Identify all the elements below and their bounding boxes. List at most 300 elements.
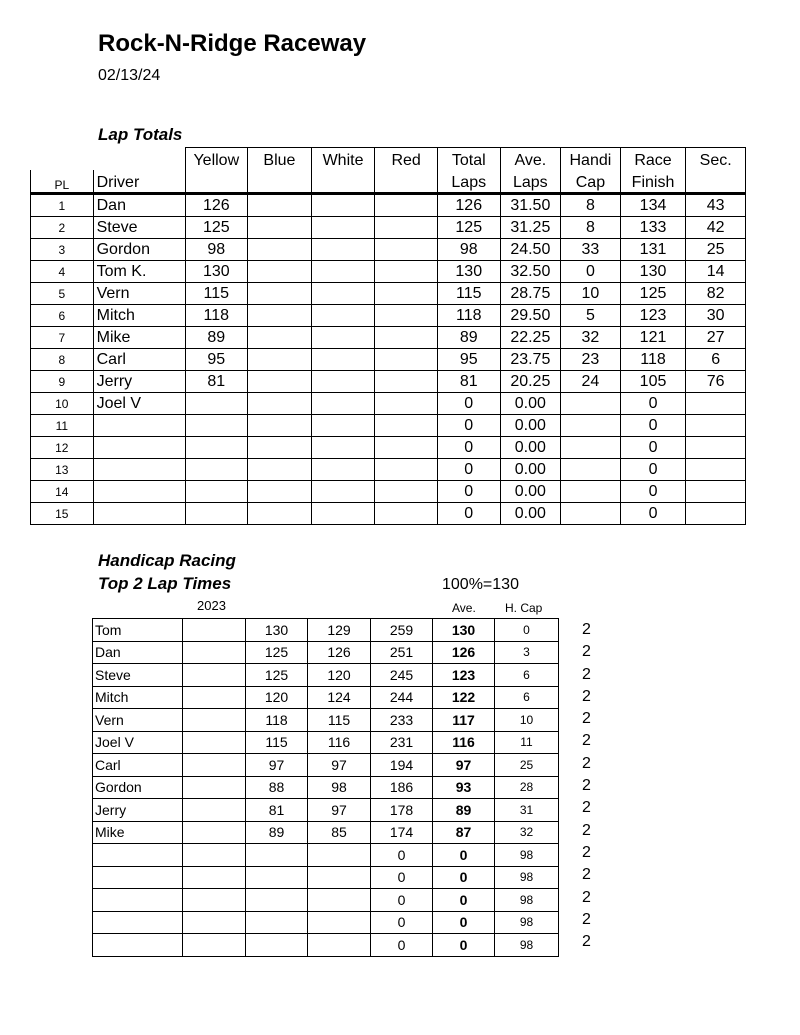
cell-sec: 43 (686, 194, 746, 217)
cell-yellow: 115 (185, 283, 248, 305)
cell-hcap: 98 (495, 889, 559, 912)
cell-sum: 231 (371, 731, 433, 754)
cell-yellow: 98 (185, 239, 248, 261)
page-title: Rock-N-Ridge Raceway (98, 30, 367, 57)
cell-driver: Gordon (93, 776, 183, 799)
cell-total: 0 (437, 437, 500, 459)
cell-driver: Gordon (93, 239, 185, 261)
cell-race: 0 (620, 415, 686, 437)
cell-lap-1: 130 (246, 619, 308, 642)
cell-sec: 27 (686, 327, 746, 349)
cell-year-2023 (183, 844, 246, 867)
cell-lap-1 (246, 911, 308, 934)
cell-handi: 8 (561, 217, 621, 239)
table-row (31, 371, 746, 393)
cell-year-2023 (183, 889, 246, 912)
cell-sum: 251 (371, 641, 433, 664)
table-row (93, 754, 559, 777)
cell-lap-2 (308, 844, 371, 867)
cell-driver: Jerry (93, 371, 185, 393)
cell-handi: 32 (561, 327, 621, 349)
cell-pl: 6 (31, 305, 94, 327)
cell-total: 115 (437, 283, 500, 305)
cell-blue (248, 194, 312, 217)
cell-pl: 10 (31, 393, 94, 415)
cell-blue (248, 481, 312, 503)
cell-race: 0 (620, 437, 686, 459)
col-white: White (311, 148, 375, 171)
cell-pl: 12 (31, 437, 94, 459)
col-blue: Blue (248, 148, 312, 171)
handicap-count: 2 (582, 843, 591, 861)
cell-lap-2: 85 (308, 821, 371, 844)
cell-race: 131 (620, 239, 686, 261)
cell-blue (248, 283, 312, 305)
cell-driver: Joel V (93, 393, 185, 415)
cell-hcap: 3 (495, 641, 559, 664)
cell-hcap: 31 (495, 799, 559, 822)
cell-yellow: 126 (185, 194, 248, 217)
table-row (93, 844, 559, 867)
cell-race: 105 (620, 371, 686, 393)
cell-year-2023 (183, 731, 246, 754)
table-row (31, 393, 746, 415)
cell-ave: 0.00 (500, 481, 561, 503)
cell-total: 81 (437, 371, 500, 393)
cell-red (375, 283, 438, 305)
cell-ave: 123 (433, 664, 495, 687)
cell-driver: Dan (93, 641, 183, 664)
cell-driver: Dan (93, 194, 185, 217)
handicap-count: 2 (582, 710, 591, 728)
handicap-count: 2 (582, 687, 591, 705)
cell-ave: 89 (433, 799, 495, 822)
cell-driver: Steve (93, 217, 185, 239)
cell-sum: 233 (371, 709, 433, 732)
cell-driver (93, 844, 183, 867)
lap-header-row-bottom (31, 170, 746, 194)
cell-yellow (185, 415, 248, 437)
cell-pl: 2 (31, 217, 94, 239)
cell-yellow: 125 (185, 217, 248, 239)
lap-totals-heading: Lap Totals (98, 125, 183, 144)
cell-sec (686, 415, 746, 437)
cell-lap-1 (246, 844, 308, 867)
cell-year-2023 (183, 641, 246, 664)
cell-blue (248, 349, 312, 371)
cell-white (311, 305, 375, 327)
cell-lap-1: 125 (246, 664, 308, 687)
cell-ave: 29.50 (500, 305, 561, 327)
cell-sum: 244 (371, 686, 433, 709)
cell-driver: Carl (93, 754, 183, 777)
cell-driver: Mitch (93, 686, 183, 709)
lap-totals-table (30, 147, 746, 525)
cell-driver: Mike (93, 327, 185, 349)
cell-ave: 0 (433, 934, 495, 957)
cell-driver: Jerry (93, 799, 183, 822)
col-handi-sub: Cap (561, 170, 621, 194)
cell-total: 0 (437, 503, 500, 525)
cell-red (375, 349, 438, 371)
cell-lap-1: 118 (246, 709, 308, 732)
col-ave: Ave. (500, 148, 561, 171)
cell-total: 126 (437, 194, 500, 217)
table-row (93, 866, 559, 889)
table-row (31, 217, 746, 239)
cell-ave: 0.00 (500, 437, 561, 459)
cell-white (311, 503, 375, 525)
cell-sum: 245 (371, 664, 433, 687)
cell-sec (686, 481, 746, 503)
table-row (93, 619, 559, 642)
table-row (93, 889, 559, 912)
cell-hcap: 98 (495, 844, 559, 867)
cell-blue (248, 261, 312, 283)
cell-ave: 24.50 (500, 239, 561, 261)
cell-hcap: 6 (495, 686, 559, 709)
cell-driver: Joel V (93, 731, 183, 754)
cell-driver (93, 889, 183, 912)
cell-lap-2 (308, 934, 371, 957)
cell-white (311, 261, 375, 283)
cell-lap-2: 129 (308, 619, 371, 642)
cell-total: 118 (437, 305, 500, 327)
cell-year-2023 (183, 619, 246, 642)
cell-pl: 3 (31, 239, 94, 261)
cell-ave: 0.00 (500, 393, 561, 415)
cell-hcap: 98 (495, 934, 559, 957)
cell-red (375, 459, 438, 481)
cell-lap-1: 125 (246, 641, 308, 664)
cell-red (375, 415, 438, 437)
table-row (93, 731, 559, 754)
top-two-heading: Top 2 Lap Times (98, 574, 232, 593)
cell-red (375, 393, 438, 415)
cell-ave: 0.00 (500, 503, 561, 525)
cell-driver (93, 481, 185, 503)
cell-driver: Mitch (93, 305, 185, 327)
cell-ave: 0.00 (500, 459, 561, 481)
cell-ave: 20.25 (500, 371, 561, 393)
table-row (93, 664, 559, 687)
cell-yellow: 95 (185, 349, 248, 371)
cell-race: 0 (620, 459, 686, 481)
cell-race: 125 (620, 283, 686, 305)
cell-driver: Vern (93, 709, 183, 732)
cell-white (311, 239, 375, 261)
table-row (93, 709, 559, 732)
cell-year-2023 (183, 754, 246, 777)
cell-race: 0 (620, 503, 686, 525)
cell-pl: 4 (31, 261, 94, 283)
cell-red (375, 481, 438, 503)
cell-driver: Tom (93, 619, 183, 642)
cell-sec (686, 459, 746, 481)
cell-year-2023 (183, 866, 246, 889)
handicap-count: 2 (582, 732, 591, 750)
cell-driver: Steve (93, 664, 183, 687)
handicap-count: 2 (582, 665, 591, 683)
table-row (93, 799, 559, 822)
cell-yellow: 118 (185, 305, 248, 327)
cell-white (311, 283, 375, 305)
table-row (31, 327, 746, 349)
cell-race: 0 (620, 393, 686, 415)
cell-pl: 15 (31, 503, 94, 525)
cell-pl: 13 (31, 459, 94, 481)
cell-hcap: 10 (495, 709, 559, 732)
table-row (93, 911, 559, 934)
cell-blue (248, 393, 312, 415)
cell-handi: 23 (561, 349, 621, 371)
table-row (93, 641, 559, 664)
cell-hcap: 11 (495, 731, 559, 754)
cell-lap-1: 89 (246, 821, 308, 844)
col-red: Red (375, 148, 438, 171)
cell-red (375, 239, 438, 261)
handicap-count: 2 (582, 821, 591, 839)
handicap-count: 2 (582, 910, 591, 928)
header-corner (31, 148, 186, 171)
cell-lap-2: 124 (308, 686, 371, 709)
cell-ave: 31.50 (500, 194, 561, 217)
cell-handi: 0 (561, 261, 621, 283)
cell-total: 89 (437, 327, 500, 349)
cell-pl: 9 (31, 371, 94, 393)
cell-hcap: 25 (495, 754, 559, 777)
cell-ave: 93 (433, 776, 495, 799)
col-total-sub: Laps (437, 170, 500, 194)
cell-sec: 76 (686, 371, 746, 393)
cell-driver (93, 911, 183, 934)
cell-lap-2: 120 (308, 664, 371, 687)
ave-label: Ave. (452, 601, 476, 615)
hcap-label: H. Cap (505, 601, 543, 615)
handicap-count: 2 (582, 933, 591, 951)
col-ave-sub: Laps (500, 170, 561, 194)
header-blank (248, 170, 312, 194)
cell-blue (248, 305, 312, 327)
lap-header-row-top (31, 148, 746, 171)
cell-ave: 0.00 (500, 415, 561, 437)
cell-yellow (185, 393, 248, 415)
cell-lap-1 (246, 866, 308, 889)
cell-lap-1: 88 (246, 776, 308, 799)
cell-handi (561, 459, 621, 481)
cell-pl: 1 (31, 194, 94, 217)
cell-lap-2 (308, 866, 371, 889)
cell-white (311, 393, 375, 415)
cell-sec (686, 503, 746, 525)
cell-handi: 33 (561, 239, 621, 261)
cell-year-2023 (183, 776, 246, 799)
header-blank (185, 170, 248, 194)
cell-sec: 30 (686, 305, 746, 327)
cell-sec (686, 393, 746, 415)
cell-blue (248, 503, 312, 525)
cell-ave: 23.75 (500, 349, 561, 371)
cell-lap-2: 126 (308, 641, 371, 664)
handicap-count: 2 (582, 866, 591, 884)
cell-total: 130 (437, 261, 500, 283)
table-row (31, 283, 746, 305)
cell-lap-1: 115 (246, 731, 308, 754)
handicap-count: 2 (582, 621, 591, 638)
cell-blue (248, 415, 312, 437)
cell-handi: 8 (561, 194, 621, 217)
cell-white (311, 459, 375, 481)
cell-hcap: 6 (495, 664, 559, 687)
cell-blue (248, 437, 312, 459)
handicap-heading: Handicap Racing (98, 551, 236, 570)
cell-sum: 186 (371, 776, 433, 799)
cell-sum: 0 (371, 911, 433, 934)
cell-handi (561, 393, 621, 415)
cell-sec: 82 (686, 283, 746, 305)
cell-red (375, 327, 438, 349)
handicap-count-column (582, 619, 591, 953)
cell-ave: 32.50 (500, 261, 561, 283)
race-date: 02/13/24 (98, 67, 161, 84)
cell-driver (93, 459, 185, 481)
cell-ave: 28.75 (500, 283, 561, 305)
cell-pl: 7 (31, 327, 94, 349)
cell-year-2023 (183, 934, 246, 957)
handicap-count: 2 (582, 754, 591, 772)
cell-race: 121 (620, 327, 686, 349)
cell-white (311, 415, 375, 437)
cell-red (375, 305, 438, 327)
col-yellow: Yellow (185, 148, 248, 171)
cell-ave: 0 (433, 866, 495, 889)
table-row (93, 821, 559, 844)
cell-race: 123 (620, 305, 686, 327)
table-row (93, 776, 559, 799)
cell-red (375, 437, 438, 459)
table-row (31, 503, 746, 525)
table-row (31, 415, 746, 437)
cell-year-2023 (183, 799, 246, 822)
cell-blue (248, 217, 312, 239)
cell-lap-1 (246, 889, 308, 912)
cell-sum: 0 (371, 889, 433, 912)
cell-white (311, 217, 375, 239)
table-row (31, 437, 746, 459)
cell-sec: 25 (686, 239, 746, 261)
cell-hcap: 98 (495, 911, 559, 934)
cell-pl: 8 (31, 349, 94, 371)
cell-yellow (185, 503, 248, 525)
cell-total: 95 (437, 349, 500, 371)
cell-handi (561, 503, 621, 525)
col-race: Race (620, 148, 686, 171)
table-row (93, 686, 559, 709)
cell-lap-2 (308, 911, 371, 934)
cell-race: 130 (620, 261, 686, 283)
cell-ave: 0 (433, 844, 495, 867)
table-row (31, 459, 746, 481)
cell-driver: Carl (93, 349, 185, 371)
cell-driver (93, 503, 185, 525)
cell-sum: 194 (371, 754, 433, 777)
handicap-count: 2 (582, 643, 591, 661)
cell-white (311, 437, 375, 459)
cell-year-2023 (183, 911, 246, 934)
cell-ave: 117 (433, 709, 495, 732)
cell-ave: 97 (433, 754, 495, 777)
cell-driver (93, 415, 185, 437)
cell-ave: 0 (433, 911, 495, 934)
col-sec: Sec. (686, 148, 746, 171)
cell-ave: 87 (433, 821, 495, 844)
cell-hcap: 0 (495, 619, 559, 642)
cell-sec: 14 (686, 261, 746, 283)
cell-lap-2: 98 (308, 776, 371, 799)
cell-sec: 42 (686, 217, 746, 239)
col-driver: Driver (93, 170, 185, 194)
cell-white (311, 327, 375, 349)
cell-year-2023 (183, 686, 246, 709)
cell-sum: 0 (371, 866, 433, 889)
cell-white (311, 194, 375, 217)
cell-lap-1: 97 (246, 754, 308, 777)
cell-blue (248, 239, 312, 261)
cell-pl: 5 (31, 283, 94, 305)
cell-driver: Mike (93, 821, 183, 844)
cell-yellow (185, 459, 248, 481)
col-handi: Handi (561, 148, 621, 171)
cell-pl: 14 (31, 481, 94, 503)
cell-red (375, 503, 438, 525)
cell-yellow: 130 (185, 261, 248, 283)
header-blank (311, 170, 375, 194)
table-row (31, 481, 746, 503)
cell-handi: 10 (561, 283, 621, 305)
year-label: 2023 (197, 598, 226, 613)
cell-ave: 22.25 (500, 327, 561, 349)
cell-handi (561, 481, 621, 503)
cell-total: 0 (437, 481, 500, 503)
cell-lap-2 (308, 889, 371, 912)
table-row (31, 261, 746, 283)
table-row (31, 194, 746, 217)
cell-driver (93, 437, 185, 459)
table-row (31, 305, 746, 327)
col-pl: PL (31, 170, 94, 194)
cell-hcap: 28 (495, 776, 559, 799)
cell-race: 118 (620, 349, 686, 371)
cell-lap-1: 120 (246, 686, 308, 709)
cell-ave: 122 (433, 686, 495, 709)
cell-year-2023 (183, 709, 246, 732)
table-row (31, 349, 746, 371)
cell-lap-1: 81 (246, 799, 308, 822)
cell-year-2023 (183, 821, 246, 844)
cell-ave: 31.25 (500, 217, 561, 239)
cell-race: 133 (620, 217, 686, 239)
cell-sum: 0 (371, 844, 433, 867)
cell-lap-2: 116 (308, 731, 371, 754)
cell-driver: Tom K. (93, 261, 185, 283)
cell-handi (561, 437, 621, 459)
cell-total: 0 (437, 459, 500, 481)
cell-hcap: 32 (495, 821, 559, 844)
cell-race: 134 (620, 194, 686, 217)
cell-red (375, 261, 438, 283)
cell-yellow: 81 (185, 371, 248, 393)
cell-blue (248, 459, 312, 481)
